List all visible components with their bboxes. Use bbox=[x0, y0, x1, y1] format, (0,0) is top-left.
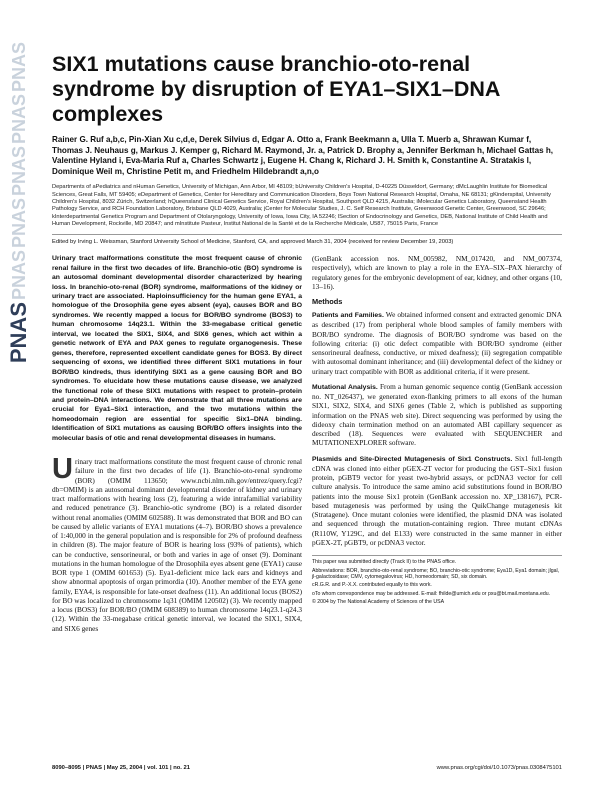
footer-citation: 8090–8095 | PNAS | May 25, 2004 | vol. 101 | no. 21 bbox=[52, 765, 190, 771]
author-list: Rainer G. Ruf a,b,c, Pin-Xian Xu c,d,e, Derek Silvius d, Edgar A. Otto a, Frank Beekmann a, Ulla T. Muerb a, Shrawan Kumar f, Thomas J. Neuhaus g, Markus J. Kemper g, Richard M. Raymond, Jr. a, Patrick D. Brophy a, Jennifer Berkman h, Michael Gattas h, Valentine Hyland i, Eva-Maria Ruf a, Charles Schwartz j, Eugene H. Chang k, Richard J. H. Smith k, Constantine A. Stratakis l, Dominique Weil m, Christine Petit m, and Friedhelm Hildebrandt a,n,o bbox=[52, 135, 554, 176]
pnas-brand-word: PNAS bbox=[9, 94, 29, 145]
left-column bbox=[52, 254, 302, 633]
patients-heading: Patients and Families. bbox=[312, 312, 384, 320]
two-column-body bbox=[52, 254, 562, 633]
plasmid-paragraph bbox=[312, 454, 562, 548]
right-column bbox=[312, 254, 562, 633]
continued-text: (GenBank accession nos. NM_005982, NM_017420, and NM_007374, respectively), which are known to play a role in the EYA–SIX–PAX hierarchy of regulatory genes for the embryonic development of ear, kidney, and other organs (10, 13–16). bbox=[312, 254, 562, 291]
methods-heading: Methods bbox=[312, 297, 343, 307]
divider bbox=[52, 234, 562, 235]
pnas-brand-word: PNAS bbox=[9, 198, 29, 249]
pnas-brand-word: PNAS bbox=[9, 146, 29, 197]
footnote: oTo whom correspondence may be addressed. E-mail: fhilde@umich.edu or pxu@bt.mail.montana.edu. bbox=[312, 590, 551, 597]
footnote: cR.G.R. and P.-X.X. contributed equally to this work. bbox=[312, 582, 432, 589]
plasmid-heading: Plasmids and Site-Directed Mutagenesis of Six1 Constructs. bbox=[312, 455, 513, 463]
footnotes bbox=[312, 555, 562, 605]
page-footer bbox=[52, 765, 562, 771]
footer-doi-link[interactable]: www.pnas.org/cgi/doi/10.1073/pnas.0308475101 bbox=[436, 765, 562, 771]
patients-text: We obtained informed consent and extracted genomic DNA as described (17) from peripheral whole blood samples of family members with BOR/BO syndrome. The diagnosis of BOR/BO syndrome was based on the following criteria: (i) otic defect compatible with BOR/BO syndrome (either sensorineural deafness, conductive, or mixed deafness); (ii) segregation compatible with autosomal dominant inheritance; and (iii) developmental defect of the kidney or urinary tract compatible with BOR as additional criteria, if it were present. bbox=[312, 310, 562, 376]
drop-cap: U bbox=[52, 453, 73, 486]
pnas-brand-word: PNAS bbox=[9, 250, 29, 301]
plasmid-text: Six1 full-length cDNA was cloned into either pGEX-2T vector for producing the GST–Six1 fusion protein, pGBT9 vector for yeast two-hybrid assays, or pcDNA3 vector for cell culture analysis. To introduce the same amino acid substitutions found in BOR/BO patients into the mouse Six1 protein (GenBank accession no. XP_138167), PCR-based mutagenesis was performed by using the QuikChange mutagenesis kit (Stratagene). Once mutant colonies were identified, the plasmid DNA was isolated and sequenced through the mutation-containing region. Three mutant cDNAs (R110W, Y129C, and del E133) were constructed in the same manner in either pGEX-2T, pGBT9, or pcDNA3 vector. bbox=[312, 453, 562, 547]
footnote: Abbreviations: BOR, branchio-oto-renal syndrome; BO, branchio-otic syndrome; Eya1D, Eya1 domain; jlgal, jl-galactosidase; CMV, cytomegalovirus; HD, homeodomain; SD, six domain. bbox=[312, 567, 560, 580]
copyright: © 2004 by The National Academy of Sciences of the USA bbox=[312, 599, 445, 606]
article-content bbox=[52, 52, 562, 633]
edited-by: Edited by Irving L. Weissman, Stanford University School of Medicine, Stanford, CA, and approved March 31, 2004 (received for review December 19, 2003) bbox=[52, 239, 454, 246]
pnas-brand-stack bbox=[8, 40, 30, 365]
article-title: SIX1 mutations cause branchio-oto-renal syndrome by disruption of EYA1–SIX1–DNA complexes bbox=[52, 52, 500, 126]
affiliations: Departments of aPediatrics and nHuman Genetics, University of Michigan, Ann Arbor, MI 48109; bUniversity Children's Hospital, D-40225 Düsseldorf, Germany; dMcLaughlin Institute for Biomedical Sciences, Great Falls, MT 59405; eDepartment of Genetics, Center for Hereditary and Communication Disorders, Boys Town National Research Hospital, Omaha, NE 68131; gKinderspital, University Children's Hospital, 8032 Zürich, Switzerland; hQueensland Clinical Genetics Service, Royal Children's Hospital, Southport QLD 4215, Australia; iMolecular Genetics Laboratory, Queensland Health Pathology Service, and RCH Foundation Laboratory, Brisbane QLD 4029, Australia; jCenter for Molecular Studies, J. C. Self Research Institute, Greenwood Genetic Center, Greenwood, SC 29646; kInterdepartmental Genetics Program and Department of Otolaryngology, University of Iowa, Iowa City, IA 52246; lSection of Endocrinology and Genetics, DEB, National Institute of Child Health and Human Development, Rockville, MD 20847; and mInstitute Pasteur, Institut National de la Santé et de la Recherche Médicale, U587, 75015 Paris, France bbox=[52, 184, 551, 227]
pnas-brand-word-strong: PNAS bbox=[6, 302, 31, 364]
intro-text: rinary tract malformations constitute the most frequent cause of chronic renal failure in the first two decades of life (1). Branchio-oto-renal syndrome (BOR) (OMIM 113650; www.ncbi.nlm.nih.gov/entrez/query.fcgi?db=OMIM) is an autosomal dominant developmental disorder of kidney and urinary tract malformations with hearing loss (2), featuring a wide intrafamilial variability and reduced penetrance (3). Branchio-otic syndrome (BO) is a related disorder without renal anomalies (OMIM 602588). It was demonstrated that BOR and BO can be caused by allelic variants of EYA1 mutations (4–7). BOR/BO shows a prevalence of 1:40,000 in the general population and is responsible for 2% of profound deafness in children (8). The major feature of BOR is hearing loss (93% of patients), which can be conductive, sensorineural, or both and varies in age of onset (9). Dominant mutations in the human homologue of the Drosophila eyes absent gene (EYA1) cause BOR type 1 (OMIM 601653) (5). Eya1-deficient mice lack ears and kidneys and show abnormal apoptosis of organ primordia (10). Another member of the EYA gene family, EYA4, is responsible for late-onset deafness (11). An additional locus (BOS2) for BO was localized to chromosome 1q31 (OMIM 120502) (3). We recently mapped a locus (BOS3) for BOR/BO (OMIM 608389) to human chromosome 14q23.1-q24.3 (12). Within the 33-megabase critical genetic interval, we located the SIX1, SIX4, and SIX6 genes bbox=[52, 457, 302, 633]
introduction bbox=[52, 453, 302, 633]
mutation-paragraph bbox=[312, 382, 562, 448]
footnote: This paper was submitted directly (Track II) to the PNAS office. bbox=[312, 559, 457, 566]
abstract: Urinary tract malformations constitute the most frequent cause of chronic renal failure in the first two decades of life. Branchio-otic (BO) syndrome is an autosomal dominant developmental disorder characterized by hearing loss. In branchio-oto-renal (BOR) syndrome, malformations of the kidney or urinary tract are associated. Haploinsufficiency for the human gene EYA1, a homologue of the Drosophila gene eyes absent (eya), causes BOR and BO syndromes. We recently mapped a locus for BOR/BO syndrome (BOS3) to human chromosome 14q23.1. Within the 33-megabase critical genetic interval, we located the SIX1, SIX4, and SIX6 genes, which act within a genetic network of EYA and PAX genes to regulate organogenesis. These genes, therefore, represented excellent candidate genes for BOS3. By direct sequencing of exons, we identified three different SIX1 mutations in four BOR/BO kindreds, thus identifying SIX1 as a gene causing BOR and BO syndromes. To elucidate how these mutations cause disease, we analyzed the functional role of these SIX1 mutations with respect to protein–protein and protein–DNA interactions. We demonstrate that all three mutations are crucial for Eya1–Six1 interaction, and the two mutations within the homeodomain region are essential for specific Six1–DNA binding. Identification of SIX1 mutations as causing BOR/BO offers insights into the molecular basis of otic and renal developmental diseases in humans. bbox=[52, 255, 302, 442]
pnas-sidebar bbox=[0, 0, 34, 785]
mutation-text: From a human genomic sequence contig (GenBank accession no. NT_026437), we generated exon-flanking primers to all exons of the human SIX1, SIX2, SIX4, and SIX6 genes (Table 2, which is published as supporting information on the PNAS web site). Direct sequencing was performed by using the dideoxy chain termination method on an automated ABI capillary sequencer as described (18). Sequences were evaluated with SEQUENCHER and MUTATIONEXPLORER software. bbox=[312, 381, 562, 448]
patients-paragraph bbox=[312, 310, 562, 376]
pnas-brand-word: PNAS bbox=[9, 42, 29, 93]
mutation-heading: Mutational Analysis. bbox=[312, 383, 378, 391]
